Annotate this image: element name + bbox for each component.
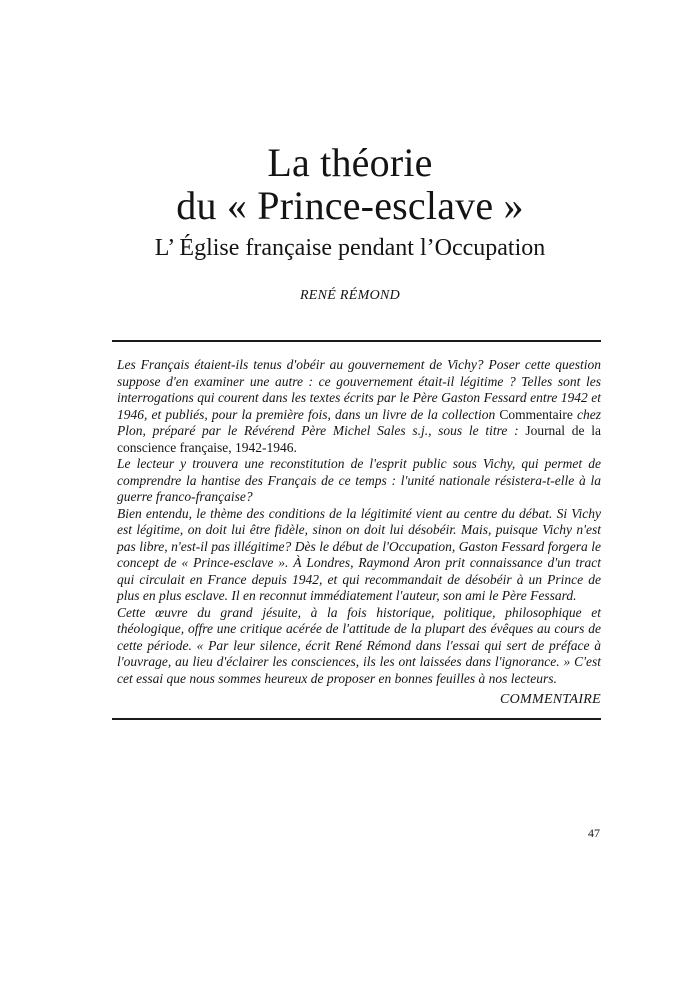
book-title: Journal de la conscience française, 1942-1946. xyxy=(117,423,601,455)
intro-paragraph-1-part-a: Les Français étaient-ils tenus d'obéir au gouvernement de Vichy? Poser cette question suppose d'en examiner une autre : ce gouvernement était-il légitime ? Telles sont les interrogations qui courent dans les textes écrits par le Père Gaston Fessard entre 1942 et 1946, et publiés, pour la première fois, dans un livre de la collection xyxy=(117,357,601,422)
bottom-rule xyxy=(112,718,601,720)
top-rule xyxy=(112,340,601,342)
intro-paragraph-1 xyxy=(117,357,601,456)
author-name: RENÉ RÉMOND xyxy=(299,288,401,303)
page-number: 47 xyxy=(588,826,600,840)
collection-name: Commentaire xyxy=(499,406,573,422)
title-line-1: La théorie xyxy=(267,140,433,185)
title-line-2: du « Prince-esclave » xyxy=(176,183,524,228)
intro-paragraph-3: Bien entendu, le thème des conditions de la légitimité vient au centre du débat. Si Vichy est légitime, on doit lui être fidèle, sinon on doit lui désobéir. Mais, puisque Vichy n'est pas libre, n'est-il pas illégitime? Dès le début de l'Occupation, Gaston Fessard forgera le concept de « Prince-esclave ». À Londres, Raymond Aron prit connaissance d'un tract qui circulait en France depuis 1942, et qui recommandait de désobéir à un Prince de plus en plus esclave. Il en reconnut immédiatement l'auteur, son ami le Père Fessard. xyxy=(117,505,601,603)
signature: COMMENTAIRE xyxy=(499,692,601,707)
editorial-introduction xyxy=(117,357,601,687)
intro-paragraph-2: Le lecteur y trouvera une reconstitution de l'esprit public sous Vichy, qui permet de comprendre la hantise des Français de ce temps : l'unité nationale résistera-t-elle à la guerre franco-française? xyxy=(117,456,601,504)
article-subtitle: L’ Église française pendant l’Occupation xyxy=(154,235,546,261)
intro-paragraph-1-part-c: chez Plon, préparé par le Révérend Père Michel Sales s.j., sous le titre : xyxy=(117,406,601,438)
intro-paragraph-4: Cette œuvre du grand jésuite, à la fois historique, politique, philosophique et théologique, offre une critique acérée de l'attitude de la plupart des évêques au cours de cette période. « Par leur silence, écrit René Rémond dans l'essai qui sert de préface à l'ouvrage, au lieu d'éclairer les consciences, ils les ont laissées dans l'ignorance. » C'est cet essai que nous sommes heureux de proposer en bonnes feuilles à nos lecteurs. xyxy=(117,604,601,686)
